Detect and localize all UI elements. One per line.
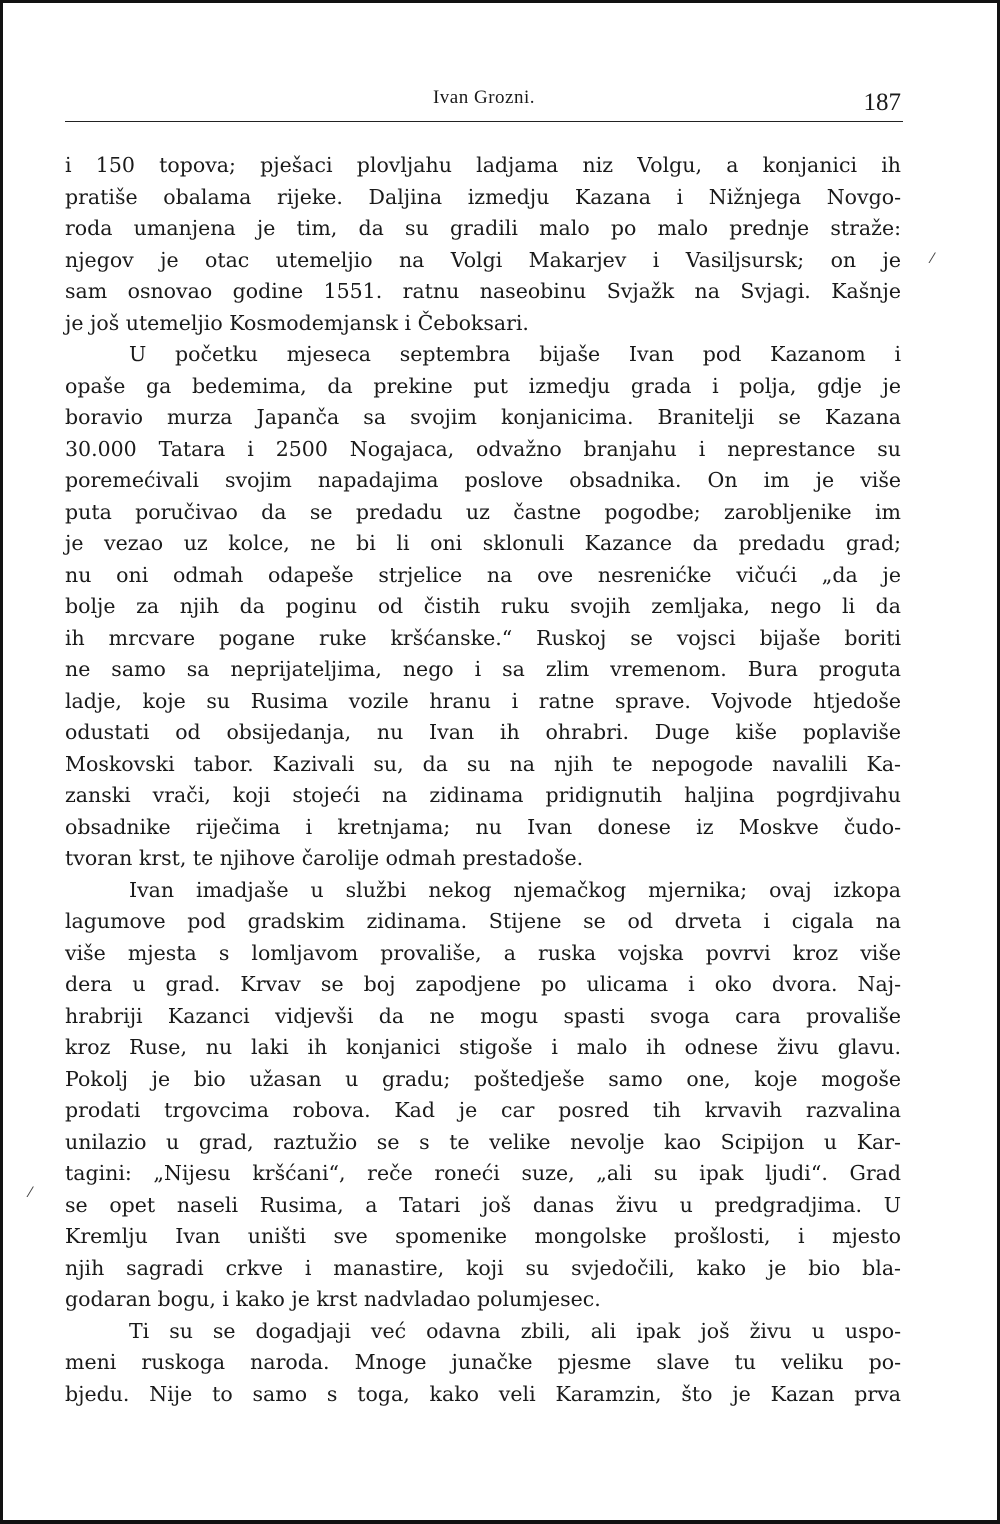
text-line: kroz Ruse, nu laki ih konjanici stigoše i malo ih odnese živu glavu. (65, 1035, 901, 1059)
text-line: Moskovski tabor. Kazivali su, da su na njih te nepogode navalili Ka- (65, 751, 901, 776)
text-line: pratiše obalama rijeke. Daljina izmedju Kazana i Nižnjega Novgo- (65, 184, 901, 209)
text-line: njegov je otac utemeljio na Volgi Makarjev i Vasiljsursk; on je (65, 247, 901, 272)
text-line: Kremlju Ivan uništi sve spomenike mongolske prošlosti, i mjesto (65, 1224, 901, 1248)
page-header (65, 87, 903, 127)
text-line: ladje, koje su Rusima vozile hranu i ratne sprave. Vojvode htjedoše (65, 688, 901, 713)
body-text (65, 150, 901, 1410)
text-line: Ti su se dogadjaji već odavna zbili, ali ipak još živu u uspo- (129, 1318, 901, 1343)
text-line: tvoran krst, te njihove čarolije odmah prestadoše. (65, 846, 584, 870)
text-line: roda umanjena je tim, da su gradili malo po malo prednje straže: (65, 216, 901, 240)
text-line: opaše ga bedemima, da prekine put izmedju grada i polja, gdje je (65, 373, 901, 398)
text-line: 30.000 Tatara i 2500 Nogajaca, odvažno branjahu i neprestance su (65, 436, 901, 461)
text-line: je još utemeljio Kosmodemjansk i Čeboksari. (65, 310, 529, 335)
text-line: unilazio u grad, raztužio se s te velike nevolje kao Scipijon u Kar- (65, 1129, 901, 1154)
running-title: Ivan Grozni. (432, 87, 536, 108)
text-line: boravio murza Japanča sa svojim konjanicima. Branitelji se Kazana (65, 405, 901, 429)
text-line: hrabriji Kazanci vidjevši da ne mogu spasti svoga cara provališe (65, 1003, 901, 1028)
text-line: više mjesta s lomljavom provališe, a ruska vojska povrvi kroz više (65, 940, 901, 965)
text-line: poremećivali svojim napadajima poslove obsadnika. On im je više (65, 468, 901, 492)
header-rule (65, 121, 903, 122)
text-line: ih mrcvare pogane ruke kršćanske.“ Ruskoj se vojsci bijaše boriti (65, 625, 901, 650)
text-line: meni ruskoga naroda. Mnoge junačke pjesme slave tu veliku po- (65, 1350, 901, 1374)
text-line: puta poručivao da se predadu uz častne pogodbe; zarobljenike im (65, 499, 901, 524)
text-line: njih sagradi crkve i manastire, koji su svjedočili, kako je bio bla- (65, 1255, 901, 1280)
text-line: Pokolj je bio užasan u gradu; poštedješe samo one, koje mogoše (65, 1066, 901, 1091)
text-line: sam osnovao godine 1551. ratnu naseobinu Svjažk na Svjagi. Kašnje (65, 279, 901, 303)
text-line: nu oni odmah odapeše strjelice na ove nesrenićke vičući „da je (65, 562, 901, 587)
text-line: lagumove pod gradskim zidinama. Stijene se od drveta i cigala na (65, 909, 901, 933)
text-line: se opet naseli Rusima, a Tatari još danas živu u predgradjima. U (65, 1192, 901, 1217)
text-line: godaran bogu, i kako je krst nadvladao polumjesec. (65, 1287, 601, 1311)
text-line: ne samo sa neprijateljima, nego i sa zlim vremenom. Bura proguta (65, 657, 901, 681)
text-line: Ivan imadjaše u službi nekog njemačkog mjernika; ovaj izkopa (129, 877, 901, 902)
margin-pencil-mark: ⁄ (931, 251, 934, 267)
page-number: 187 (863, 89, 901, 116)
text-line: zanski vrači, koji stojeći na zidinama pridignutih haljina pogrdjivahu (65, 783, 901, 807)
text-line: je vezao uz kolce, ne bi li oni sklonuli Kazance da predadu grad; (65, 531, 901, 555)
text-line: bjedu. Nije to samo s toga, kako veli Karamzin, što je Kazan prva (65, 1381, 901, 1406)
text-line: U početku mjeseca septembra bijaše Ivan pod Kazanom i (129, 342, 901, 366)
margin-pencil-mark: ⁄ (29, 1185, 32, 1201)
text-line: dera u grad. Krvav se boj zapodjene po ulicama i oko dvora. Naj- (65, 972, 901, 996)
text-line: odustati od obsijedanja, nu Ivan ih ohrabri. Duge kiše poplaviše (65, 720, 901, 744)
text-line: tagini: „Nijesu kršćani“, reče roneći suze, „ali su ipak ljudi“. Grad (65, 1161, 901, 1185)
text-line: obsadnike riječima i kretnjama; nu Ivan donese iz Moskve čudo- (65, 814, 901, 839)
text-line: prodati trgovcima robova. Kad je car posred tih krvavih razvalina (65, 1098, 901, 1122)
text-line: bolje za njih da poginu od čistih ruku svojih zemljaka, nego li da (65, 594, 901, 618)
text-line: i 150 topova; pješaci plovljahu ladjama niz Volgu, a konjanici ih (65, 153, 901, 177)
